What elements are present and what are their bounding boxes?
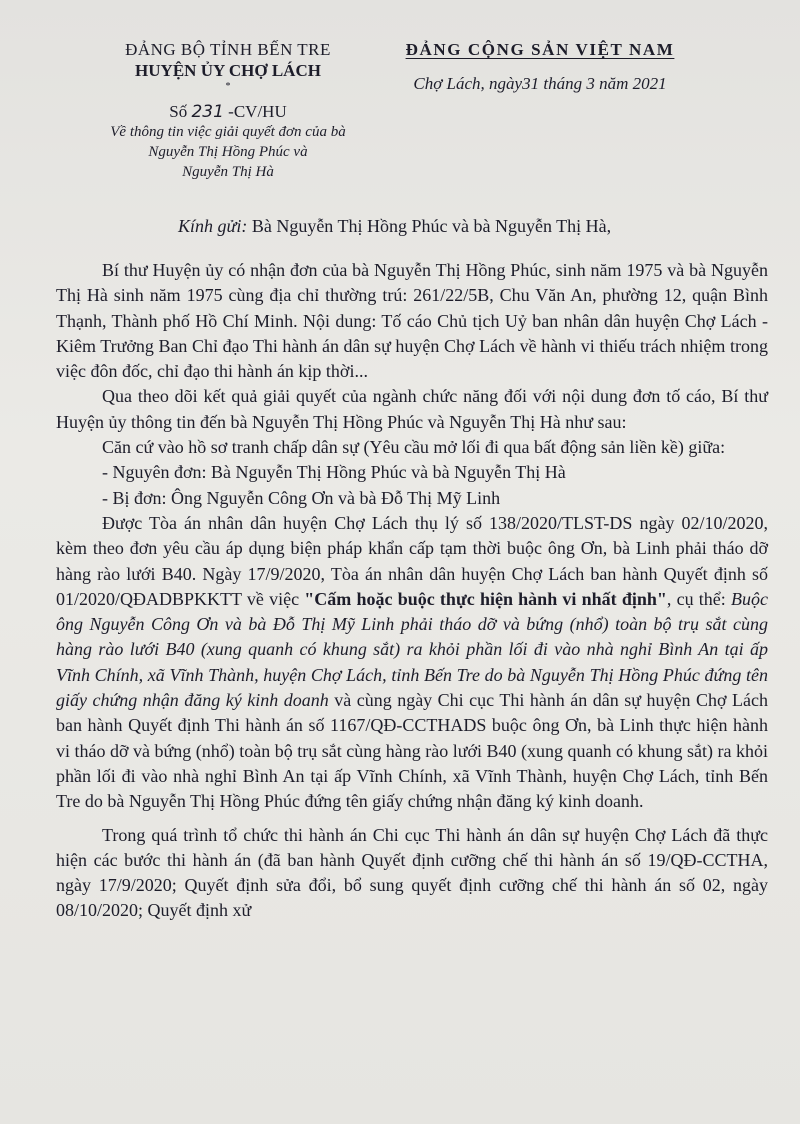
p4-text-c: và cùng ngày Chi cục Thi hành án dân sự huyện Chợ Lách ban hành Quyết định Thi hành án số 1167/QĐ-CCTHADS buộc ông Ơn, bà Linh thực hiện hành vi tháo dỡ và bứng (nhổ) toàn bộ trụ sắt cùng hàng rào lưới B40 (xung quanh có khung sắt) ra khỏi phần lối đi vào nhà nghỉ Bình An tại ấp Vĩnh Chính, xã Vĩnh Thành, huyện Chợ Lách, tỉnh Bến Tre do bà Nguyễn Thị Hồng Phúc đứng tên giấy chứng nhận đăng ký kinh doanh. — [56, 690, 768, 812]
district-committee-name: HUYỆN ỦY CHỢ LÁCH — [135, 61, 321, 80]
paragraph-3: Căn cứ vào hồ sơ tranh chấp dân sự (Yêu cầu mở lối đi qua bất động sản liền kề) giữa: — [102, 437, 726, 458]
p4-ruling-italic: Buộc ông Nguyễn Công Ơn và bà Đỗ Thị Mỹ Linh phải tháo dỡ và bứng (nhổ) toàn bộ trụ sắt cùng hàng rào lưới B40 (xung quanh có khung sắt) ra khỏi phần lối đi vào nhà nghỉ Bình An tại ấp Vĩnh Chính, xã Vĩnh Thành, huyện Chợ Lách, tỉnh Bến Tre do bà Nguyễn Thị Hồng Phúc đứng tên giấy chứng nhận đăng ký kinh doanh — [56, 588, 768, 711]
paragraph-1: Bí thư Huyện ủy có nhận đơn của bà Nguyễn Thị Hồng Phúc, sinh năm 1975 và bà Nguyễn Thị Hà sinh năm 1975 cùng địa chỉ thường trú: 261/22/5B, Chu Văn An, phường 12, quận Bình Thạnh, Thành phố Hồ Chí Minh. Nội dung: Tố cáo Chủ tịch Uỷ ban nhân dân huyện Chợ Lách - Kiêm Trưởng Ban Chỉ đạo Thi hành án dân sự huyện Chợ Lách về hành vi thiếu trách nhiệm trong việc đôn đốc, chỉ đạo thi hành án kịp thời... — [56, 260, 768, 382]
issuer-block — [78, 40, 378, 182]
nation-block — [380, 40, 700, 94]
paragraph-2: Qua theo dõi kết quả giải quyết của ngành chức năng đối với nội dung đơn tố cáo, Bí thư Huyện ủy thông tin đến bà Nguyễn Thị Hồng Phúc và Nguyễn Thị Hà như sau: — [56, 386, 768, 432]
p4-text-b: , cụ thể: — [666, 588, 732, 609]
recipient-names: Bà Nguyễn Thị Hồng Phúc và bà Nguyễn Thị Hà, — [247, 216, 612, 236]
doc-no-prefix: Số — [169, 102, 192, 121]
separator-star: * — [225, 81, 231, 92]
document-number — [78, 102, 378, 122]
subject-line-2: Nguyễn Thị Hồng Phúc và — [148, 144, 308, 160]
recipient-label: Kính gửi: — [178, 216, 248, 236]
paragraph-4 — [56, 511, 768, 815]
doc-no-suffix: -CV/HU — [223, 102, 287, 121]
letter-body — [56, 258, 768, 924]
plaintiff-line: - Nguyên đơn: Bà Nguyễn Thị Hồng Phúc và bà Nguyễn Thị Hà — [102, 462, 566, 483]
p4-text-a: Được Tòa án nhân dân huyện Chợ Lách thụ lý số 138/2020/TLST-DS ngày 02/10/2020, kèm theo đơn yêu cầu áp dụng biện pháp khẩn cấp tạm thời buộc ông Ơn, bà Linh phải tháo dỡ hàng rào lưới B40. Ngày 17/9/2020, Tòa án nhân dân huyện Chợ Lách ban hành Quyết định số 01/2020/QĐADBPKKTT về việc — [56, 512, 768, 609]
subject-line-1: Về thông tin việc giải quyết đơn của bà — [110, 124, 346, 140]
paragraph-5: Trong quá trình tổ chức thi hành án Chi cục Thi hành án dân sự huyện Chợ Lách đã thực hiện các bước thi hành án (đã ban hành Quyết định cưỡng chế thi hành án số 19/QĐ-CCTHA, ngày 17/9/2020; Quyết định sửa đổi, bổ sung quyết định cưỡng chế thi hành án số 02, ngày 08/10/2020; Quyết định xử — [56, 824, 768, 921]
document-subject — [78, 122, 378, 182]
defendant-line: - Bị đơn: Ông Nguyễn Công Ơn và bà Đỗ Thị Mỹ Linh — [102, 487, 501, 508]
subject-line-3: Nguyễn Thị Hà — [182, 164, 274, 180]
party-motto: ĐẢNG CỘNG SẢN VIỆT NAM — [405, 40, 675, 59]
doc-no-handwritten: 231 — [191, 102, 224, 122]
party-committee-name: ĐẢNG BỘ TỈNH BẾN TRE — [125, 40, 331, 59]
recipient-line — [178, 216, 611, 237]
p4-decision-title: "Cấm hoặc buộc thực hiện hành vi nhất định" — [304, 588, 667, 609]
place-date: Chợ Lách, ngày31 tháng 3 năm 2021 — [413, 74, 667, 93]
